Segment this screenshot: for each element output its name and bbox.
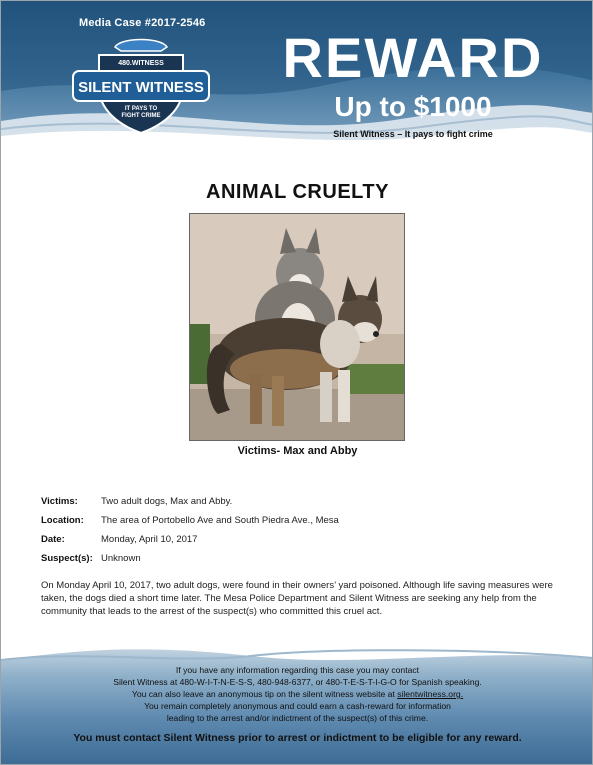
case-title: ANIMAL CRUELTY [206,181,389,203]
suspects-label: Suspect(s): [41,553,93,564]
victims-value: Two adult dogs, Max and Abby. [101,496,233,507]
logo-slogan-line2: FIGHT CRIME [121,113,161,119]
case-narrative: On Monday April 10, 2017, two adult dogs, were found in their owners’ yard poisoned. Although life saving measures were taken, the dogs died a short time later. The Mesa Police Department and Silent Witness are seeking any help from the community that leads to the arrest of the suspect(s) who committed this cruel act. [41,580,553,617]
location-label: Location: [41,515,84,526]
victims-label: Victims: [41,496,78,507]
date-value: Monday, April 10, 2017 [101,534,198,545]
location-value: The area of Portobello Ave and South Piedra Ave., Mesa [101,515,339,526]
logo-slogan-line1: IT PAYS TO [124,106,158,112]
contact-line-3 [1,688,593,700]
website-link[interactable]: silentwitness.org. [397,689,464,699]
reward-heading: REWARD [282,26,544,89]
media-case-number: Media Case #2017-2546 [79,17,206,29]
contact-line-2: Silent Witness at 480-W-I-T-N-E-S-S, 480-948-6377, or 480-T-E-S-T-I-G-O for Spanish speaking. [113,677,482,687]
eligibility-note: You must contact Silent Witness prior to arrest or indictment to be eligible for any reward. [73,732,522,744]
location-row [41,515,561,534]
contact-info [1,664,593,724]
contact-line-1: If you have any information regarding this case you may contact [175,665,420,675]
date-label: Date: [41,534,65,545]
suspects-row [41,553,561,572]
suspects-value: Unknown [101,553,141,564]
header-banner [1,1,593,161]
logo-name-text: SILENT WITNESS [78,79,204,96]
contact-line-4: You remain completely anonymous and could earn a cash-reward for information [144,701,451,711]
victims-photo [189,213,405,441]
contact-line-3-text: You can also leave an anonymous tip on the silent witness website at [131,689,398,699]
footer-banner [1,646,593,765]
contact-line-5: leading to the arrest and/or indictment of the suspect(s) of this crime. [166,713,429,723]
tagline: Silent Witness – It pays to fight crime [333,129,493,139]
date-row [41,534,561,553]
photo-caption: Victims- Max and Abby [237,445,358,457]
silent-witness-logo [71,35,211,135]
dogs-illustration [190,214,405,441]
case-details [41,496,561,572]
logo-phone-text: 480.WITNESS [118,60,164,67]
victims-row [41,496,561,515]
reward-amount: Up to $1000 [334,91,492,122]
